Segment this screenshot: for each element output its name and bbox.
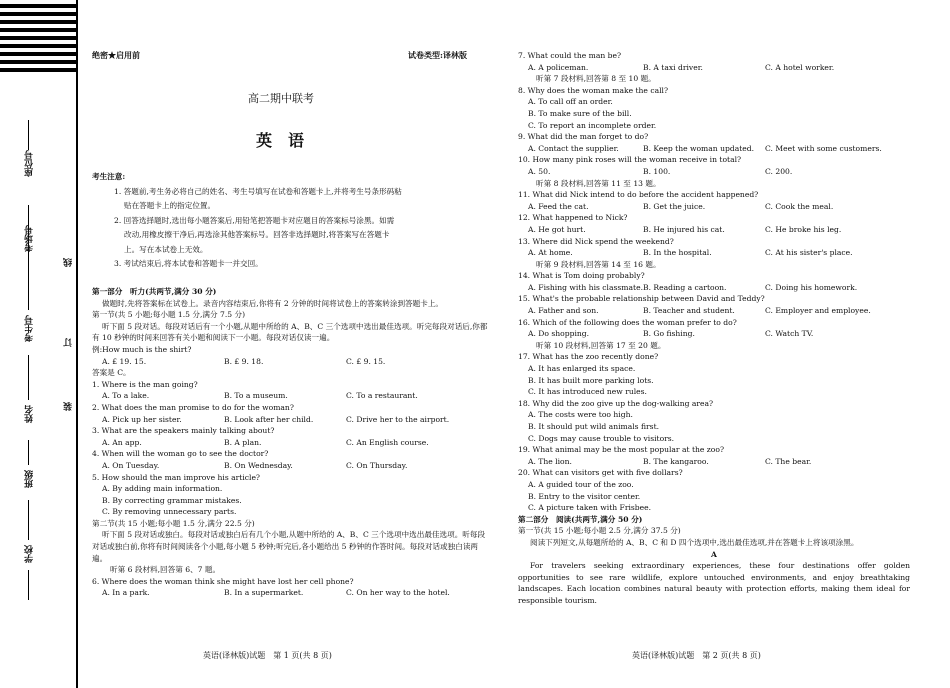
question-options: A. Father and son. B. Teacher and student. C. Employer and employee. bbox=[528, 306, 871, 316]
question: 2. What does the man promise to do for the woman? bbox=[92, 402, 294, 412]
question-options: A. A policeman. B. A taxi driver. C. A hotel worker. bbox=[528, 62, 835, 72]
class-label: 班级 bbox=[25, 470, 35, 488]
option: C. Dogs may cause trouble to visitors. bbox=[528, 433, 675, 443]
notice-item: 2. 回答选择题时,选出每小题答案后,用铅笔把答题卡对应题目的答案标号涂黑。如需 bbox=[114, 215, 395, 225]
section2-heading: 第二节(共 15 小题;每小题 1.5 分,满分 22.5 分) bbox=[92, 518, 255, 528]
option: A. It has enlarged its space. bbox=[528, 364, 636, 374]
student-number-label: 考生号 bbox=[25, 315, 35, 342]
binding-stripes bbox=[0, 0, 76, 80]
question: 12. What happened to Nick? bbox=[518, 213, 628, 223]
material-note: 听第 6 段材料,回答第 6、7 题。 bbox=[110, 565, 221, 575]
reading-intro: 阅读下列短文,从每题所给的 A、B、C 和 D 四个选项中,选出最佳选项,并在答题卡上将该项涂黑。 bbox=[530, 537, 859, 547]
material-note: 听第 7 段材料,回答第 8 至 10 题。 bbox=[536, 74, 656, 84]
school-label: 学校 bbox=[25, 545, 35, 563]
passage-label: A bbox=[711, 549, 717, 559]
option: C. It has introduced new rules. bbox=[528, 387, 647, 397]
question-options: A. At home. B. In the hospital. C. At his sister's place. bbox=[528, 248, 853, 258]
option: B. By correcting grammar mistakes. bbox=[102, 495, 242, 505]
example-options: A. £ 19. 15. B. £ 9. 18. C. £ 9. 15. bbox=[102, 356, 386, 366]
notice-heading: 考生注意: bbox=[92, 172, 126, 181]
option: A. To call off an order. bbox=[528, 97, 613, 107]
question: 8. Why does the woman make the call? bbox=[518, 85, 669, 95]
confidential-label: 绝密★启用前 bbox=[92, 50, 140, 60]
listening-part-one bbox=[92, 286, 490, 599]
seal-bind-char: 订 bbox=[64, 338, 74, 347]
option: A. The costs were too high. bbox=[528, 410, 633, 420]
material-note: 听第 10 段材料,回答第 17 至 20 题。 bbox=[536, 340, 666, 350]
option: B. It should put wild animals first. bbox=[528, 422, 660, 431]
notice-item: 1. 答题前,考生务必将自己的姓名、考生号填写在试卷和答题卡上,并将考生号条形码粘 bbox=[114, 186, 402, 196]
question-options: A. Pick up her sister. B. Look after her child. C. Drive her to the airport. bbox=[102, 414, 450, 424]
seal-line-char: 线 bbox=[64, 258, 74, 267]
question: 14. What is Tom doing probably? bbox=[518, 271, 645, 281]
paper-type-label: 试卷类型:译林版 bbox=[408, 50, 467, 60]
question-options: A. Feed the cat. B. Get the juice. C. Cook the meal. bbox=[528, 201, 834, 211]
material-note: 听第 9 段材料,回答第 14 至 16 题。 bbox=[536, 259, 661, 269]
part1-heading: 第一部分 听力(共两节,满分 30 分) bbox=[92, 287, 217, 296]
question: 17. What has the zoo recently done? bbox=[518, 352, 659, 362]
part2-heading: 第二部分 阅读(共两节,满分 50 分) bbox=[518, 514, 643, 524]
notice-item: 改动,用橡皮擦干净后,再选涂其他答案标号。回答非选择题时,将答案写在答题卡 bbox=[124, 230, 390, 239]
page-footer-right: 英语(译林版)试题 第 2 页(共 8 页) bbox=[632, 651, 761, 660]
fill-line bbox=[28, 260, 29, 310]
notice-item: 贴在答题卡上的指定位置。 bbox=[124, 201, 216, 210]
option: A. By adding main information. bbox=[102, 484, 223, 494]
question-options: A. Contact the supplier. B. Keep the woman updated. C. Meet with some customers. bbox=[528, 143, 882, 153]
option: C. To report an incomplete order. bbox=[528, 120, 657, 130]
option: A. A guided tour of the zoo. bbox=[528, 479, 634, 489]
section2-intro: 听下面 5 段对话或独白。每段对话或独白后有几个小题,从题中所给的 A、B、C 三个选项中选出最佳选项。听每段对话或独白前,你将有时间阅读各个小题,每小题 5 秒钟;听完后,各小题给出 5 秒钟的作答时间。每段对话或独白读两遍。 bbox=[92, 530, 486, 563]
question-options: A. In a park. B. In a supermarket. C. On her way to the hotel. bbox=[102, 588, 450, 598]
seat-number-label: 座位号 bbox=[25, 150, 35, 177]
fill-line bbox=[28, 500, 29, 540]
fill-line bbox=[28, 440, 29, 465]
option: B. Entry to the visitor center. bbox=[528, 491, 641, 501]
passage-text: For travelers seeking extraordinary experiences, these four destinations offer golden opportunities to see rare wildlife, explore untouched environments, and enjoy breathtaking landscapes. Each location combines natural beauty with protection efforts, making them ideal for responsible tourism. bbox=[518, 561, 910, 605]
notice-item: 3. 考试结束后,将本试卷和答题卡一并交回。 bbox=[114, 259, 263, 268]
example-answer: 答案是 C。 bbox=[92, 368, 131, 378]
question-options: A. On Tuesday. B. On Wednesday. C. On Thursday. bbox=[102, 460, 408, 470]
option: B. It has built more parking lots. bbox=[528, 375, 654, 385]
question: 18. Why did the zoo give up the dog-walking area? bbox=[518, 398, 714, 408]
example-question: 例:How much is the shirt? bbox=[92, 344, 192, 354]
question-options: A. He got hurt. B. He injured his cat. C. He broke his leg. bbox=[528, 224, 842, 234]
question-options: A. To a lake. B. To a museum. C. To a restaurant. bbox=[102, 391, 418, 401]
question-options: A. 50. B. 100. C. 200. bbox=[528, 166, 793, 176]
question-options: A. Do shopping. B. Go fishing. C. Watch TV. bbox=[528, 329, 814, 339]
right-column bbox=[518, 50, 910, 607]
question: 7. What could the man be? bbox=[518, 51, 622, 60]
question-options: A. The lion. B. The kangaroo. C. The bear. bbox=[528, 456, 812, 466]
fill-line bbox=[28, 355, 29, 400]
notice-block bbox=[92, 170, 490, 272]
subject-title: 英 语 bbox=[256, 131, 305, 150]
reading-section1-heading: 第一节(共 15 小题;每小题 2.5 分,满分 37.5 分) bbox=[518, 526, 681, 536]
question-options: A. Fishing with his classmate. B. Reading a cartoon. C. Doing his homework. bbox=[528, 282, 858, 292]
name-label: 姓名 bbox=[25, 405, 35, 423]
notice-item: 上。写在本试卷上无效。 bbox=[124, 244, 208, 254]
question: 16. Which of the following does the woman prefer to do? bbox=[518, 317, 737, 327]
material-note: 听第 8 段材料,回答第 11 至 13 题。 bbox=[536, 178, 661, 188]
question: 20. What can visitors get with five dollars? bbox=[518, 468, 683, 478]
question: 15. What's the probable relationship between David and Teddy? bbox=[518, 294, 765, 304]
binding-line bbox=[76, 0, 78, 688]
exam-title: 高二期中联考 bbox=[248, 92, 314, 105]
section1-intro: 听下面 5 段对话。每段对话后有一个小题,从题中所给的 A、B、C 三个选项中选出最佳选项。听完每段对话后,你都有 10 秒钟的时间来回答有关小题和阅读下一小题。每段对话仅读一遍。 bbox=[92, 321, 488, 343]
section1-heading: 第一节(共 5 小题;每小题 1.5 分,满分 7.5 分) bbox=[92, 310, 246, 320]
option: C. A picture taken with Frisbee. bbox=[528, 503, 652, 513]
seal-binding-char: 装 bbox=[64, 402, 74, 411]
question: 6. Where does the woman think she might have lost her cell phone? bbox=[92, 576, 354, 586]
fill-line bbox=[28, 570, 29, 600]
question: 10. How many pink roses will the woman receive in total? bbox=[518, 155, 742, 165]
part1-intro: 做题时,先将答案标在试卷上。录音内容结束后,你将有 2 分钟的时间将试卷上的答案转涂到答题卡上。 bbox=[102, 298, 444, 308]
question: 3. What are the speakers mainly talking about? bbox=[92, 426, 275, 436]
question: 1. Where is the man going? bbox=[92, 379, 198, 389]
question: 9. What did the man forget to do? bbox=[518, 132, 649, 142]
question-options: A. An app. B. A plan. C. An English course. bbox=[102, 437, 429, 447]
option: C. By removing unnecessary parts. bbox=[102, 507, 237, 517]
question: 13. Where did Nick spend the weekend? bbox=[518, 236, 674, 246]
option: B. To make sure of the bill. bbox=[528, 108, 632, 118]
fill-line bbox=[28, 120, 29, 150]
question: 4. When will the woman go to see the doctor? bbox=[92, 449, 269, 459]
question: 11. What did Nick intend to do before the accident happened? bbox=[518, 190, 759, 200]
question: 19. What animal may be the most popular at the zoo? bbox=[518, 445, 725, 455]
exam-room-label: 考场号 bbox=[25, 225, 35, 252]
question: 5. How should the man improve his article? bbox=[92, 472, 261, 482]
page-footer-left: 英语(译林版)试题 第 1 页(共 8 页) bbox=[203, 651, 332, 660]
